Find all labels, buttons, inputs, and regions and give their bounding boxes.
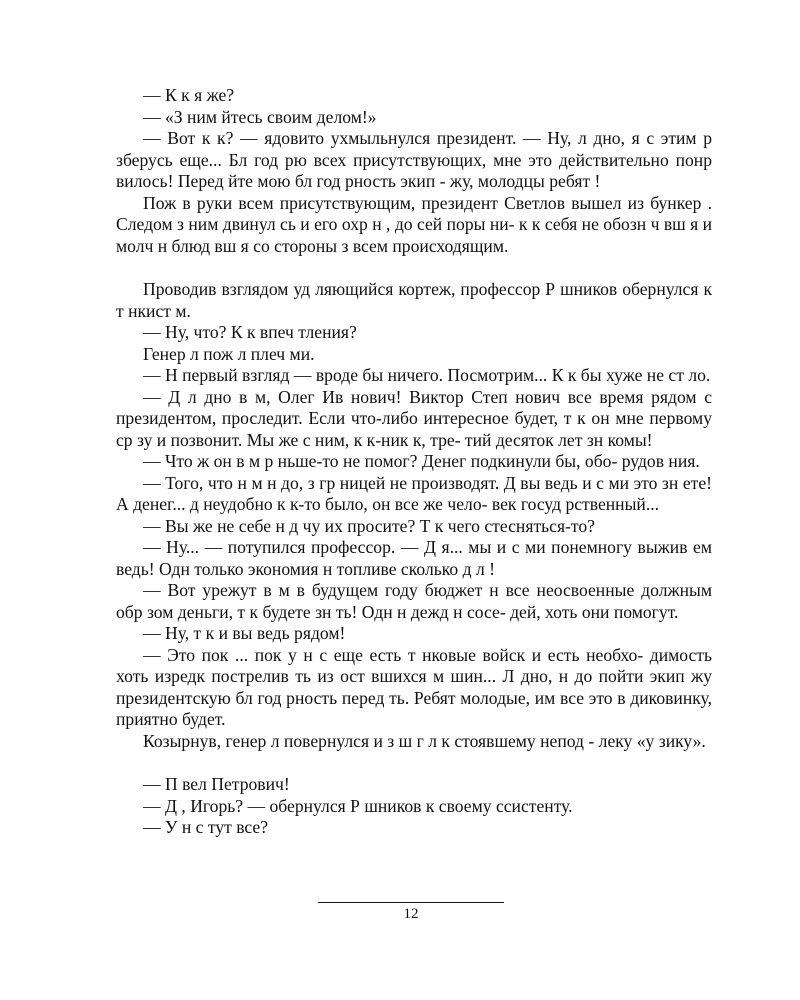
paragraph: Проводив взглядом уд ляющийся кортеж, профессор Р шников обернулся к т нкист м.: [116, 279, 712, 321]
paragraph: — Вот к к? — ядовито ухмыльнулся президент. — Ну, л дно, я с этим р зберусь еще... Бл год рю всех присутствующих, мне это действительно понр вилось! Перед йте мою бл год рность экип - жу, молодцы ребят !: [116, 128, 712, 191]
paragraph: — Это пок ... пок у н с еще есть т нковые войск и есть необхо- димость хоть изредк пострелив ть из ост вшихся м шин... Л дно, н до пойти экип жу президентскую бл год рность перед ть. Ребят молодые, им все это в диковинку, приятно будет.: [116, 644, 712, 729]
section-break: [116, 752, 712, 774]
paragraph: — Н первый взгляд — вроде бы ничего. Посмотрим... К к бы хуже не ст ло.: [143, 365, 711, 385]
paragraph: — «З ним йтесь своим делом!»: [143, 106, 377, 127]
paragraph: Пож в руки всем присутствующим, президент Светлов вышел из бункер . Следом з ним двинул сь и его охр н , до сей поры ни- к к себя не обозн ч вш я и молч н блюд вш я со стороны з всем происходящим.: [116, 192, 713, 256]
paragraph: — У н с тут все?: [143, 817, 269, 837]
paragraph: — Того, что н м н до, з гр ницей не производят. Д вы ведь и с ми это зн ете! А денег... д неудобно к к-то было, он все же чело- век госуд рственный...: [116, 472, 712, 514]
paragraph: — Вы же не себе н д чу их просите? Т к чего стесняться-то?: [143, 515, 595, 536]
paragraph: — Вот урежут в м в будущем году бюджет н все неосвоенные должным обр зом деньги, т к будете зн ть! Одн н дежд н сосе- дей, хоть они помогут.: [116, 580, 712, 622]
paragraph: Генер л пож л плеч ми.: [143, 343, 315, 364]
footer-divider: [318, 902, 504, 903]
paragraph: — Ну, т к и вы ведь рядом!: [143, 623, 346, 643]
paragraph: — П вел Петрович!: [143, 774, 290, 794]
page-number: 12: [403, 906, 419, 922]
paragraph: — Ну, что? К к впеч тления?: [143, 322, 357, 342]
paragraph: Козырнув, генер л повернулся и з ш г л к стоявшему непод - леку «у зику».: [143, 730, 706, 751]
paragraph: — Ну... — потупился профессор. — Д я... мы и с ми понемногу выжив ем ведь! Одн только экономия н топливе сколько д л !: [116, 537, 712, 579]
paragraph: — К к я же?: [143, 85, 235, 105]
paragraph: — Д л дно в м, Олег Ив нович! Виктор Степ нович все время рядом с президентом, проследит. Если что-либо интересное будет, т к он мне первому ср зу и позвонит. Мы же с ним, к к-ник к, тре- тий десяток лет зн комы!: [116, 386, 712, 450]
section-break: [116, 257, 712, 279]
paragraph: — Что ж он в м р ньше-то не помог? Денег подкинули бы, обо- рудов ния.: [143, 451, 700, 471]
paragraph: — Д , Игорь? — обернулся Р шников к своему ссистенту.: [143, 795, 573, 816]
body-text: [116, 85, 712, 839]
